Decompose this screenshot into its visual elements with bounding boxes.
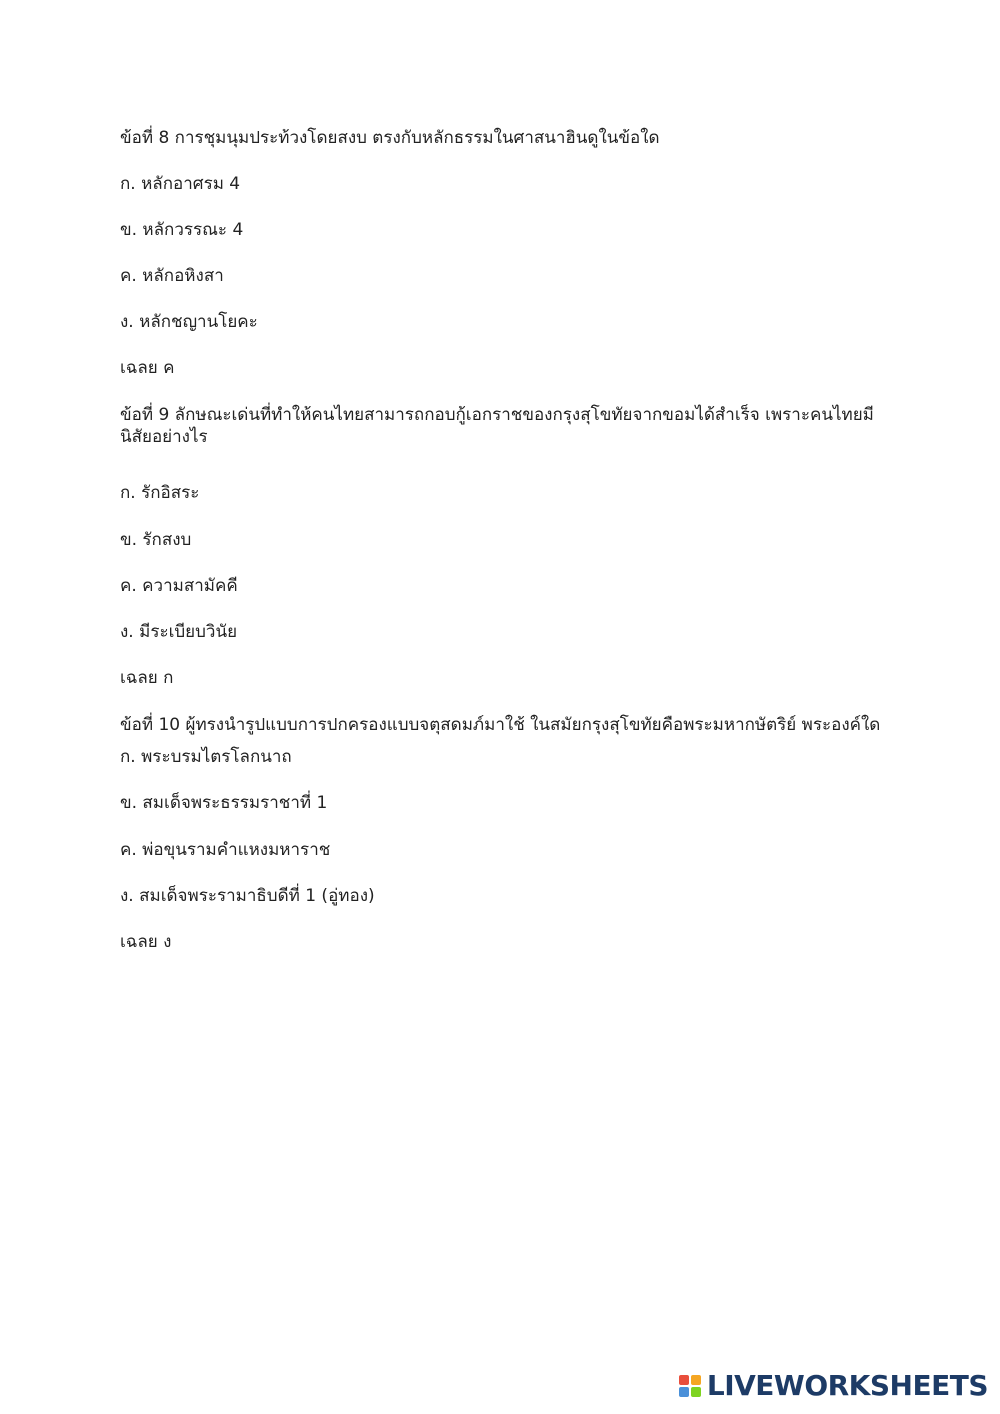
liveworksheets-brand: LIVEWORKSHEETS bbox=[706, 1369, 988, 1402]
question-9-option-d: ง. มีระเบียบวินัย bbox=[120, 622, 238, 642]
question-9-stem: ข้อที่ 9 ลักษณะเด่นที่ทำให้คนไทยสามารถกอบกู้เอกราชของกรุงสุโขทัยจากขอมได้สำเร็จ เพราะคนไทยมีนิสัยอย่างไร bbox=[120, 405, 874, 447]
question-9-option-a: ก. รักอิสระ bbox=[120, 483, 200, 503]
question-9-option-b: ข. รักสงบ bbox=[120, 530, 192, 550]
question-10-option-d: ง. สมเด็จพระรามาธิบดีที่ 1 (อู่ทอง) bbox=[120, 886, 375, 906]
question-8-option-d: ง. หลักชญานโยคะ bbox=[120, 312, 258, 332]
question-8-option-b: ข. หลักวรรณะ 4 bbox=[120, 220, 244, 240]
question-8-option-a: ก. หลักอาศรม 4 bbox=[120, 174, 241, 194]
question-8-answer: เฉลย ค bbox=[120, 358, 175, 378]
liveworksheets-footer[interactable] bbox=[679, 1368, 988, 1404]
question-10-option-c: ค. พ่อขุนรามคำแหงมหาราช bbox=[120, 840, 331, 860]
question-8-stem: ข้อที่ 8 การชุมนุมประท้วงโดยสงบ ตรงกับหลักธรรมในศาสนาฮินดูในข้อใด bbox=[120, 128, 660, 148]
logo-square-3 bbox=[679, 1387, 689, 1397]
question-9-option-c: ค. ความสามัคคี bbox=[120, 576, 238, 596]
question-10-option-b: ข. สมเด็จพระธรรมราชาที่ 1 bbox=[120, 793, 328, 813]
logo-square-1 bbox=[679, 1375, 689, 1385]
question-10-stem: ข้อที่ 10 ผู้ทรงนำรูปแบบการปกครองแบบจตุสดมภ์มาใช้ ในสมัยกรุงสุโขทัยคือพระมหากษัตริย์ พระองค์ใด bbox=[120, 715, 881, 735]
question-10-option-a: ก. พระบรมไตรโลกนาถ bbox=[120, 747, 292, 767]
logo-square-2 bbox=[691, 1375, 701, 1385]
question-9-answer: เฉลย ก bbox=[120, 668, 174, 688]
question-8-option-c: ค. หลักอหิงสา bbox=[120, 266, 224, 286]
logo-square-4 bbox=[691, 1387, 701, 1397]
liveworksheets-logo-icon bbox=[679, 1375, 701, 1397]
question-10-answer: เฉลย ง bbox=[120, 932, 172, 952]
